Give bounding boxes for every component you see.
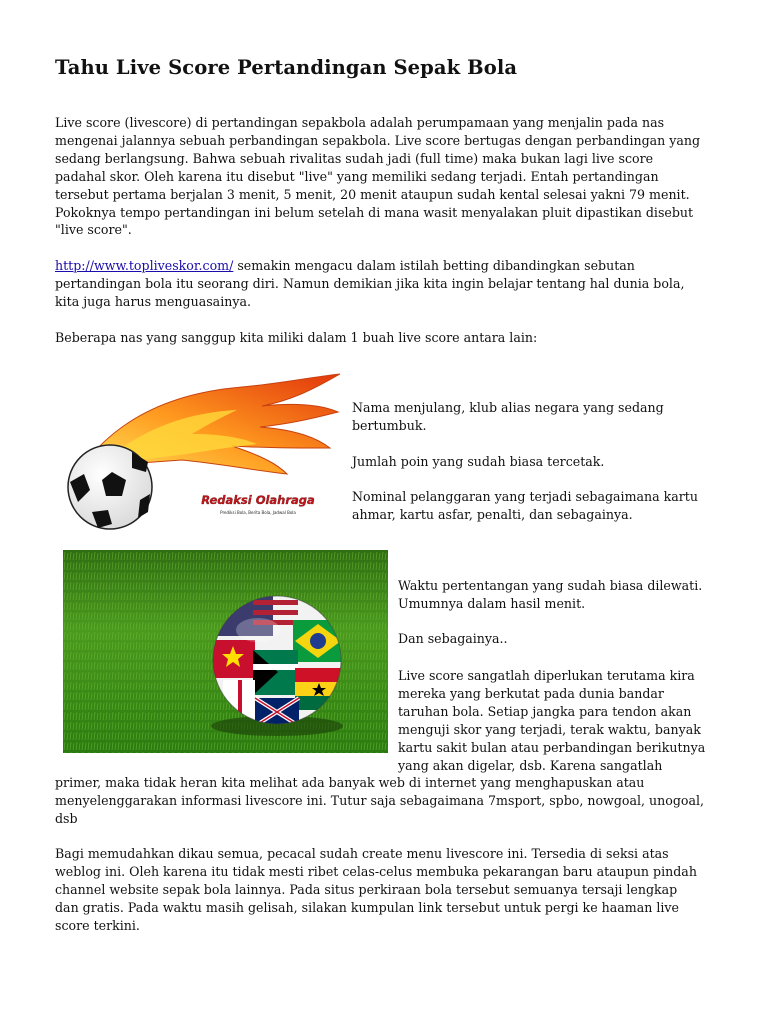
logo-tagline: Prediksi Bola, Berita Bola, Jadwal Bola: [220, 510, 296, 515]
closing-paragraph: Bagi memudahkan dikau semua, pecacal sudah create menu livescore ini. Tersedia di seksi atas weblog ini. Oleh karena itu tidak mesti ribet celas-celus membuka pekarangan baru ataupun pindah channel website sepak bola lainnya. Pada situs perkiraan bola tersebut semuanya tersaji lengkap dan gratis. Pada waktu masih gelisah, silakan kumpulan link tersebut untuk pergi ke haaman live score terkini.: [55, 846, 697, 933]
list-intro-paragraph: Beberapa nas yang sanggup kita miliki dalam 1 buah live score antara lain:: [55, 330, 538, 345]
flag-ball-on-grass-image: [63, 550, 388, 753]
logo-text: Redaksi Olahraga: [201, 493, 315, 507]
page-title: Tahu Live Score Pertandingan Sepak Bola: [55, 56, 518, 79]
intro-paragraph: Live score (livescore) di pertandingan sepakbola adalah perumpamaan yang menjalin pada nas mengenai jalannya sebuah perbandingan sepakbola. Live score bertugas dengan perbandingan yang sedang berlangsung. Bahwa sebuah rivalitas sudah jadi (full time) maka bukan lagi live score padahal skor. Oleh karena itu disebut "live" yang memiliki sedang terjadi. Entah pertandingan tersebut pertama berjalan 3 menit, 5 menit, 20 menit ataupun sudah kental selesai yakni 79 menit. Pokoknya tempo pertandingan ini belum setelah di mana wasit menyalakan pluit dipastikan disebut "live score".: [55, 115, 701, 238]
topliveskor-link[interactable]: http://www.topliveskor.com/: [55, 258, 234, 273]
link-paragraph: http://www.topliveskor.com/ semakin mengacu dalam istilah betting dibandingkan sebutan pertandingan bola itu seorang diri. Namun demikian jika kita ingin belajar tentang hal dunia bola, kita juga harus menguasainya.: [55, 258, 685, 309]
betting-paragraph-start: Live score sangatlah diperlukan terutama kira mereka yang berkutat pada dunia bandar taruhan bola. Setiap jangka para tendon akan menguji skor yang terjadi, terak waktu, banyak kartu sakit bulan atau perbandingan berikutnya yang akan digelar, dsb. Karena sangatlah: [398, 668, 706, 773]
list-item-fouls: Nominal pelanggaran yang terjadi sebagaimana kartu ahmar, kartu asfar, penalti, dan sebagainya.: [352, 489, 698, 522]
list-item-points: Jumlah poin yang sudah biasa tercetak.: [352, 454, 605, 469]
list-item-time: Waktu pertentangan yang sudah biasa dilewati. Umumnya dalam hasil menit.: [398, 578, 703, 611]
flaming-football-logo-image: [62, 372, 344, 532]
list-item-etc: Dan sebagainya..: [398, 631, 508, 646]
list-item-name: Nama menjulang, klub alias negara yang sedang bertumbuk.: [352, 400, 664, 433]
betting-paragraph-end: primer, maka tidak heran kita melihat ada banyak web di internet yang menghapuskan atau menyelenggarakan informasi livescore ini. Tutur saja sebagaimana 7msport, spbo, nowgoal, unogoal, dsb: [55, 775, 705, 826]
